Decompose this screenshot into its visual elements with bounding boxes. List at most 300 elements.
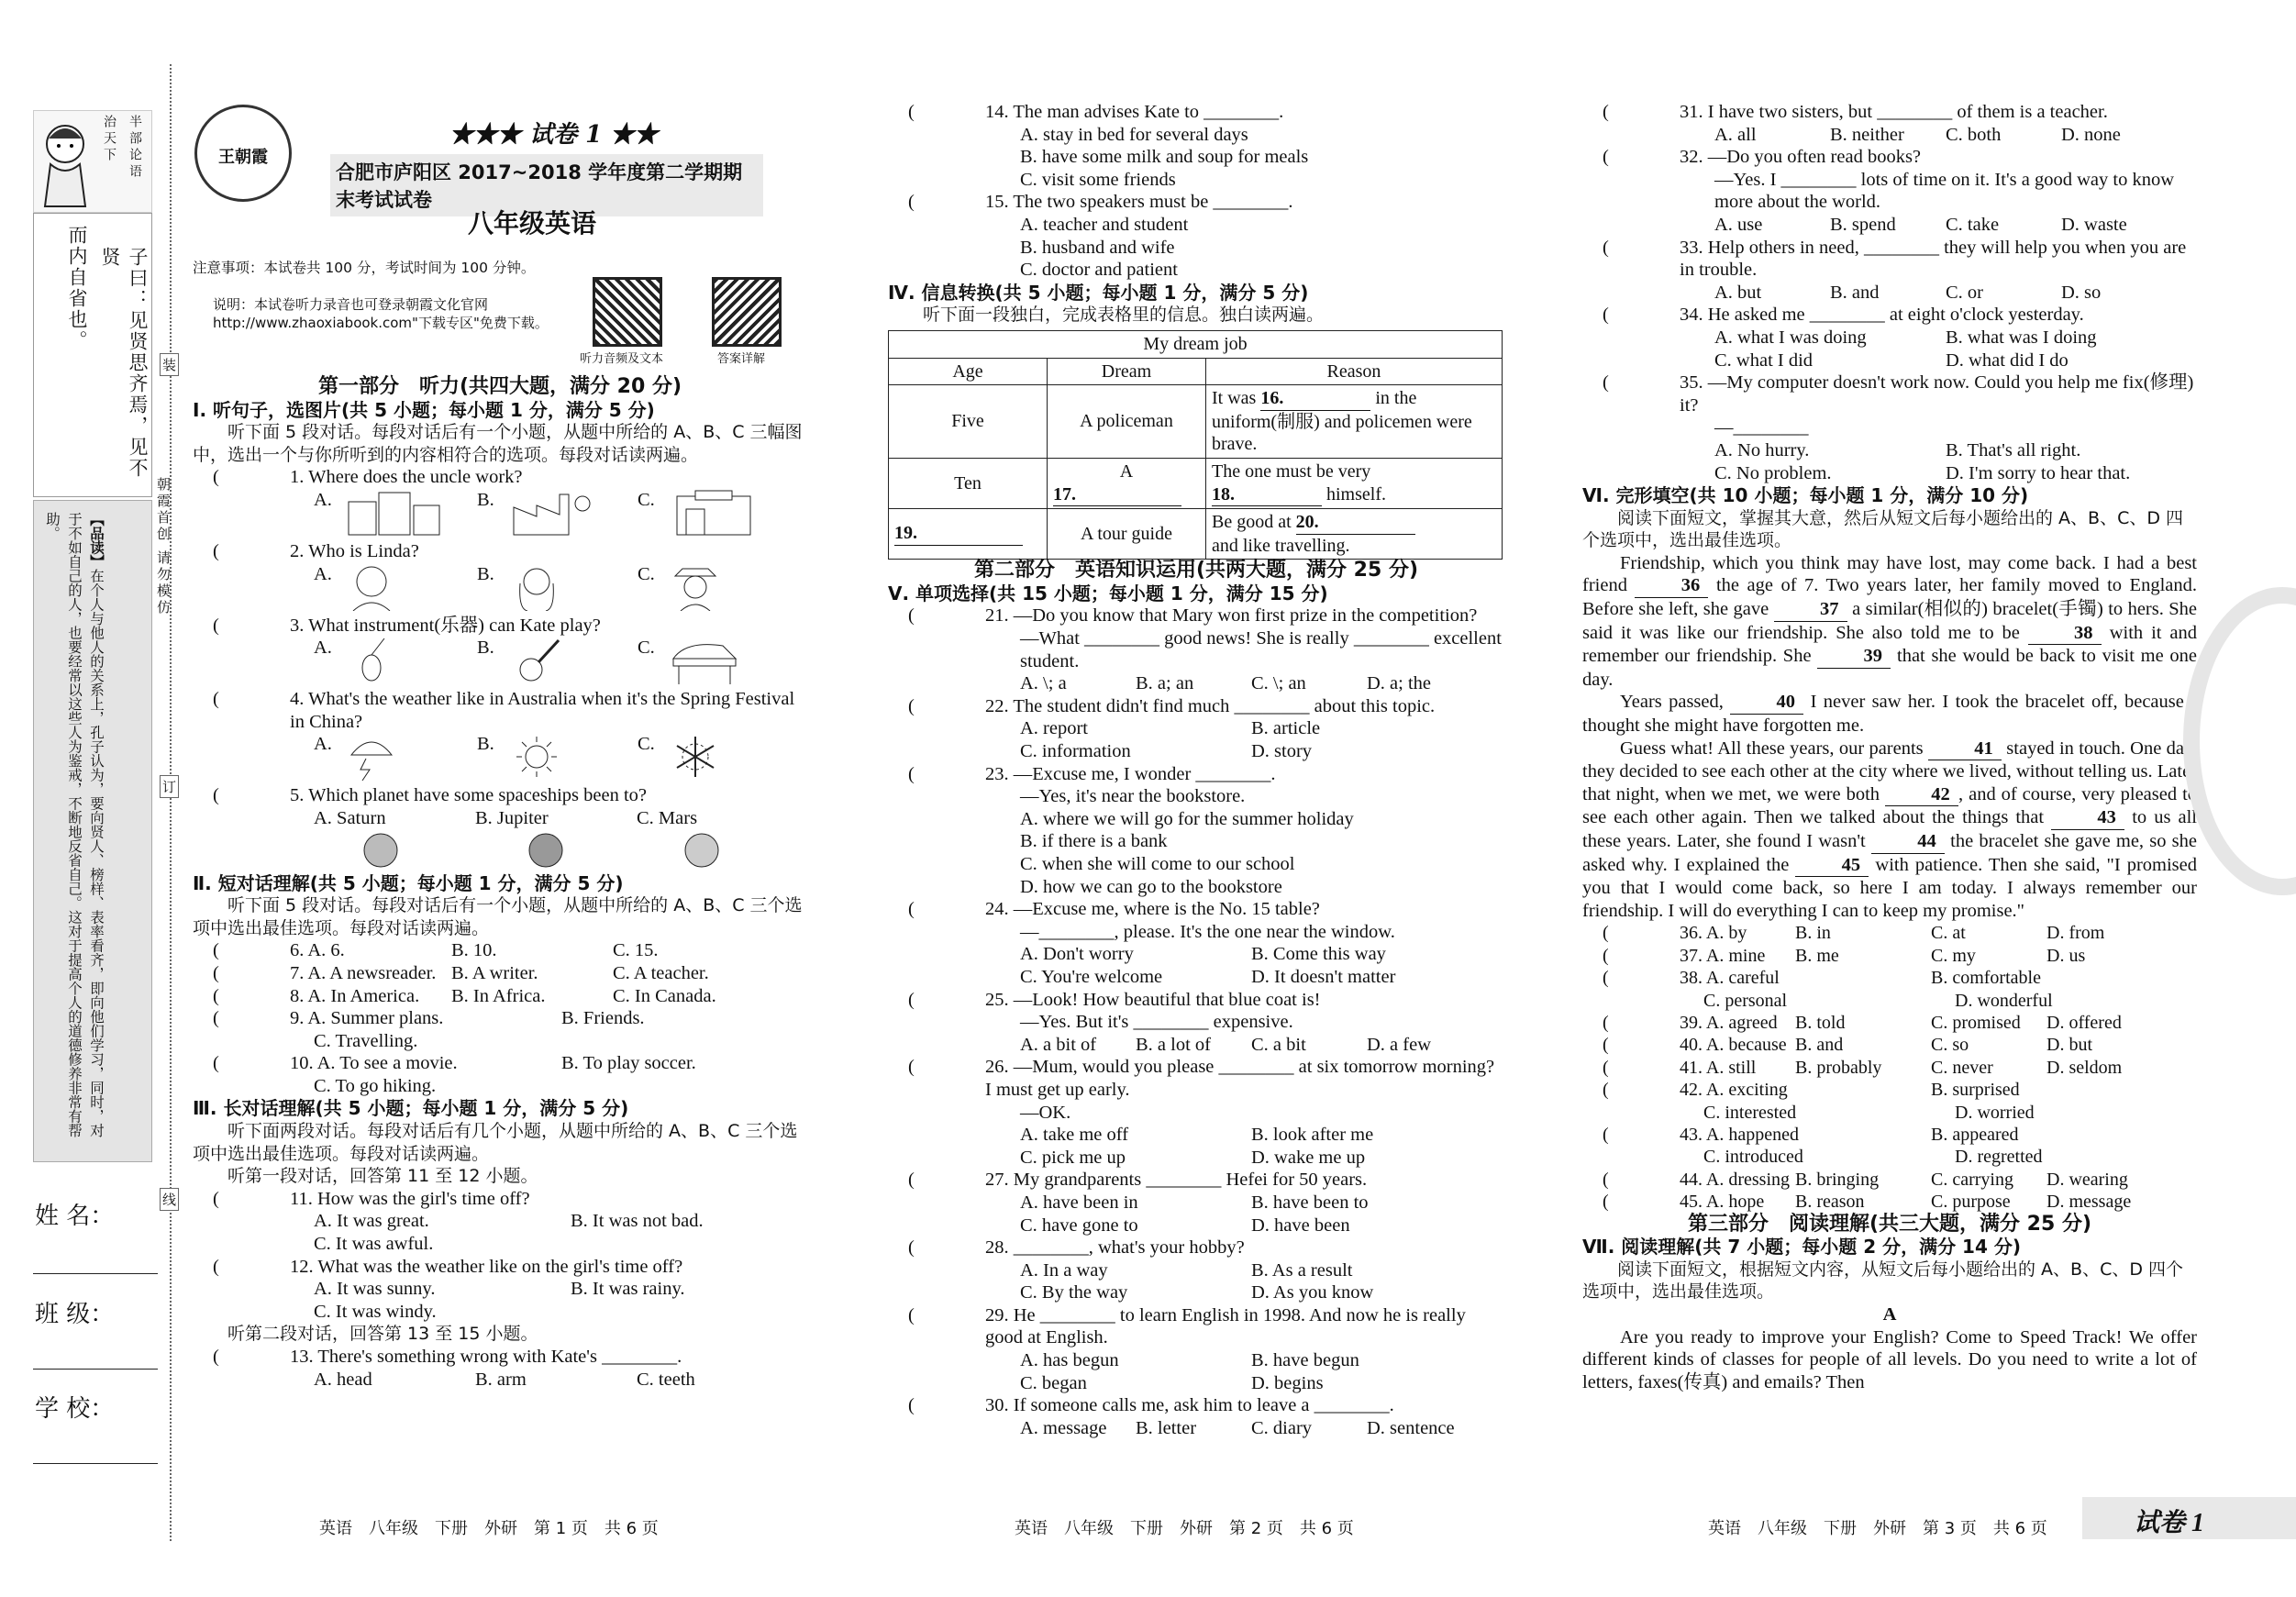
girl-picture bbox=[668, 563, 723, 611]
option: B. husband and wife bbox=[1020, 237, 1175, 258]
cloze-blank[interactable]: 42 bbox=[1885, 783, 1958, 807]
shop-picture bbox=[668, 489, 760, 537]
options bbox=[1582, 282, 2197, 305]
name-field[interactable] bbox=[33, 1273, 158, 1274]
dialogue-instruction: 听第二段对话，回答第 13 至 15 小题。 bbox=[227, 1324, 538, 1345]
option: D. from bbox=[2046, 923, 2105, 944]
question-text: 1. Where does the uncle work? bbox=[290, 467, 523, 488]
option: A. but bbox=[1714, 282, 1762, 303]
question-13: ( 13. There's something wrong with Kate's ________. bbox=[213, 1347, 682, 1367]
question-text: —________, please. It's the one near the window. bbox=[1020, 921, 1395, 942]
table-row bbox=[889, 509, 1503, 560]
qr-caption: 答案详解 bbox=[717, 352, 766, 366]
question-text: —________ bbox=[1714, 417, 1809, 438]
cut-mark: 订 bbox=[160, 775, 179, 798]
question-32: ( 32. —Do you often read books? bbox=[1603, 147, 1922, 168]
question-text: 26. —Mum, would you please ________ at six tomorrow morning? I must get up early. bbox=[985, 1057, 1495, 1100]
cloze-text: the age of 7. Two years later, her family moved to England. Before she left, she gave bbox=[1582, 575, 2197, 620]
section-title: Ⅴ. 单项选择(共 15 小题；每小题 1 分，满分 15 分) bbox=[888, 582, 1328, 604]
option: 37. A. mine bbox=[1680, 945, 1766, 966]
options bbox=[888, 1214, 1504, 1237]
question-23: ( 23. —Excuse me, I wonder ________. bbox=[908, 763, 1276, 784]
option: C. a bit bbox=[1251, 1034, 1306, 1055]
option: C. diary bbox=[1251, 1417, 1313, 1438]
question-text: 35. —My computer doesn't work now. Could you help me fix(修理) it? bbox=[1680, 372, 2194, 416]
option: B. comfortable bbox=[1931, 968, 2041, 989]
question-text: 34. He asked me ________ at eight o'clock yesterday. bbox=[1680, 305, 2084, 326]
cell-text: and like travelling. bbox=[1212, 535, 1350, 556]
option: C. purpose bbox=[1931, 1192, 2011, 1213]
logo bbox=[194, 105, 292, 202]
building-picture bbox=[344, 489, 445, 537]
option: B. That's all right. bbox=[1946, 439, 2081, 460]
option: A. has begun bbox=[1020, 1350, 1119, 1371]
question-text: 27. My grandparents ________ Hefei for 50 years. bbox=[985, 1170, 1368, 1191]
cloze-blank[interactable]: 45 bbox=[1795, 854, 1869, 878]
table-cell bbox=[1048, 458, 1206, 508]
options bbox=[193, 1030, 807, 1053]
option: C. carrying bbox=[1931, 1169, 2013, 1190]
option: B. letter bbox=[1136, 1417, 1197, 1438]
option: A. Saturn bbox=[314, 807, 386, 828]
question-text: 30. If someone calls me, ask him to leave a ________. bbox=[985, 1395, 1394, 1416]
option: B. Come this way bbox=[1251, 944, 1386, 965]
answer-blank[interactable]: 16. bbox=[1260, 387, 1370, 411]
option: A. \; a bbox=[1020, 673, 1067, 694]
option: 41. A. still bbox=[1680, 1057, 1757, 1078]
section-title: Ⅱ. 短对话理解(共 5 小题；每小题 1 分，满分 5 分) bbox=[193, 871, 624, 894]
option: C. To go hiking. bbox=[314, 1075, 437, 1096]
option: B. in bbox=[1795, 923, 1831, 944]
section-title: Ⅲ. 长对话理解(共 5 小题；每小题 1 分，满分 5 分) bbox=[193, 1097, 629, 1120]
cloze-option-row: ( 44. A. dressing B. bringing C. carrying D. wearing bbox=[1603, 1169, 2128, 1190]
question-text: 2. Who is Linda? bbox=[290, 540, 419, 561]
cloze-text: with it and remember our friendship. She bbox=[1582, 622, 2198, 667]
option: B. and bbox=[1795, 1035, 1844, 1056]
options bbox=[888, 1192, 1504, 1214]
explain: 说明：本试卷听力录音也可登录朝霞文化官网 http://www.zhaoxiabook.com"下载专区"免费下载。 bbox=[213, 296, 549, 331]
side-banner bbox=[33, 110, 152, 213]
option: D. what did I do bbox=[1946, 349, 2069, 371]
option: B. probably bbox=[1795, 1057, 1882, 1078]
option: 43. A. happened bbox=[1680, 1125, 1799, 1146]
question-text: 25. —Look! How beautiful that blue coat is! bbox=[985, 989, 1321, 1010]
option: B. To play soccer. bbox=[561, 1053, 696, 1074]
option: D. how we can go to the bookstore bbox=[1020, 876, 1282, 897]
cut-mark: 线 bbox=[160, 1188, 179, 1211]
question-5: ( 5. Which planet have some spaceships been to? bbox=[213, 785, 647, 806]
option: A. It was sunny. bbox=[314, 1279, 436, 1300]
option: B. Friends. bbox=[561, 1008, 645, 1029]
class-field[interactable] bbox=[33, 1369, 158, 1370]
question-25: ( 25. —Look! How beautiful that blue coat is! bbox=[908, 989, 1321, 1010]
option: A. where we will go for the summer holiday bbox=[1020, 808, 1354, 829]
option: B. As a result bbox=[1251, 1259, 1353, 1281]
option: C. doctor and patient bbox=[1020, 260, 1178, 281]
option: D. I'm sorry to hear that. bbox=[1946, 462, 2131, 483]
option: A. use bbox=[1714, 214, 1763, 235]
section-instructions: 阅读下面短文，根据短文内容，从短文后每小题给出的 A、B、C、D 四个选项中，选出最佳选项。 bbox=[1582, 1259, 2184, 1303]
question-14: ( 14. The man advises Kate to ________. bbox=[908, 102, 1284, 122]
banner-text-a: 治 bbox=[102, 115, 116, 131]
cloze-text: , and of course, very pleased to see each other again. Then we talked about the things that bbox=[1582, 783, 2198, 828]
banner-char: 半 bbox=[128, 115, 142, 131]
options bbox=[888, 1259, 1504, 1282]
answer-blank[interactable]: 18. bbox=[1212, 483, 1322, 507]
quote-main: 子曰：见贤思齐焉，见不贤 bbox=[99, 247, 149, 479]
cloze-option-row: ( 36. A. by B. in C. at D. from bbox=[1603, 923, 2105, 944]
option: D. wonderful bbox=[1955, 990, 2053, 1011]
cloze-text: that she would be back to visit me one day. bbox=[1582, 646, 2197, 690]
question-6: ( 6. A. 6. B. 10. C. 15. bbox=[213, 940, 659, 961]
pindu-label: 【品读】 bbox=[88, 512, 105, 569]
option: C. my bbox=[1931, 945, 1976, 966]
options bbox=[888, 717, 1504, 740]
planet-picture bbox=[523, 830, 569, 878]
table-header: Age bbox=[889, 358, 1048, 385]
option: C. personal bbox=[1703, 990, 1788, 1011]
option: 39. A. agreed bbox=[1680, 1013, 1778, 1033]
cloze-option-row: ( 37. A. mine B. me C. my D. us bbox=[1603, 945, 2086, 966]
question-27: ( 27. My grandparents ________ Hefei for 50 years. bbox=[908, 1170, 1368, 1191]
options bbox=[1582, 1146, 2197, 1168]
storm-picture bbox=[344, 733, 399, 781]
option: C. what I did bbox=[1714, 349, 1814, 371]
picture-options: A. B. C. bbox=[193, 733, 807, 784]
cloze-blank[interactable]: 39 bbox=[1817, 645, 1891, 669]
logo-text: 王朝霞 bbox=[218, 148, 268, 167]
cloze-text: with patience. Then she said, "I promised you that I would come back, so here I am today. I always remember our friendship. I will do everything I can to keep my promise." bbox=[1582, 854, 2198, 921]
violin-picture bbox=[344, 637, 399, 684]
page-footer: 英语 八年级 下册 外研 第 2 页 共 6 页 bbox=[1015, 1519, 1354, 1538]
option: A. what I was doing bbox=[1714, 327, 1867, 348]
option: B. spend bbox=[1830, 214, 1896, 235]
option: 7. A. A newsreader. bbox=[290, 962, 437, 983]
option: B. look after me bbox=[1251, 1125, 1374, 1146]
cloze-blank[interactable]: 43 bbox=[2051, 806, 2124, 830]
option: D. us bbox=[2046, 945, 2086, 966]
option: D. message bbox=[2046, 1192, 2132, 1213]
option: A. Don't worry bbox=[1020, 944, 1134, 965]
question-21: ( 21. —Do you know that Mary won first prize in the competition? bbox=[908, 605, 1478, 627]
question-text: 22. The student didn't find much ________ about this topic. bbox=[985, 695, 1436, 716]
cloze-text: Guess what! All these years, our parents bbox=[1620, 738, 1924, 759]
option: D. story bbox=[1251, 741, 1313, 762]
option: D. begins bbox=[1251, 1372, 1324, 1393]
options bbox=[193, 1369, 807, 1392]
options bbox=[1582, 327, 2197, 349]
class-label: 班 级： bbox=[35, 1301, 115, 1328]
school-field[interactable] bbox=[33, 1463, 158, 1464]
option: A. have been in bbox=[1020, 1192, 1138, 1213]
cloze-paragraph bbox=[1582, 691, 2197, 737]
question-9: ( 9. A. Summer plans. B. Friends. bbox=[213, 1008, 645, 1029]
cloze-text: Years passed, bbox=[1620, 692, 1724, 713]
table-title: My dream job bbox=[889, 330, 1503, 358]
planet-picture bbox=[358, 830, 404, 878]
question-4: ( 4. What's the weather like in Australia when it's the Spring Festival in China? bbox=[213, 689, 795, 732]
option: B. surprised bbox=[1931, 1080, 2020, 1101]
snowflake-picture bbox=[668, 733, 723, 781]
option: B. 10. bbox=[451, 940, 497, 961]
option: C. introduced bbox=[1703, 1147, 1803, 1168]
pindu-box bbox=[33, 500, 152, 1162]
table-cell: A tour guide bbox=[1048, 509, 1206, 560]
options bbox=[888, 943, 1504, 966]
option: C. \; an bbox=[1251, 673, 1306, 694]
option: 36. A. by bbox=[1680, 923, 1747, 944]
question-12: ( 12. What was the weather like on the girl's time off? bbox=[213, 1256, 683, 1277]
motto: 朝霞首创 请勿模仿 bbox=[155, 477, 172, 616]
options bbox=[193, 1301, 807, 1324]
cell-text: in the uniform(制服) and policemen were brave. bbox=[1212, 388, 1472, 455]
option: C. You're welcome bbox=[1020, 966, 1163, 987]
option: B. a; an bbox=[1136, 673, 1194, 694]
option: C. 15. bbox=[613, 940, 659, 961]
table-cell bbox=[1206, 509, 1503, 560]
table-row bbox=[889, 458, 1503, 508]
option: B. and bbox=[1830, 282, 1880, 303]
option: D. regretted bbox=[1955, 1147, 2043, 1168]
cell-text: The one must be very bbox=[1212, 460, 1371, 482]
question-text: —Yes. I ________ lots of time on it. It's a good way to know more about the world. bbox=[1714, 169, 2174, 213]
option: D. but bbox=[2046, 1035, 2092, 1056]
options bbox=[888, 1349, 1504, 1372]
pindu-body: 在个人与他人的关系上，孔子认为，要向贤人、榜样、表率看齐，即向他们学习，同时，对于不如自己的人，也要经常以这些人为鉴戒，不断地反省自己。这对于提高个人的道德修养非常有帮助。 bbox=[44, 512, 105, 1137]
sun-picture bbox=[509, 733, 564, 781]
options bbox=[888, 1372, 1504, 1395]
question-text: 13. There's something wrong with Kate's ________. bbox=[290, 1347, 682, 1367]
cloze-paragraph bbox=[1582, 552, 2197, 692]
question-29: ( 29. He ________ to learn English in 1998. And now he is really good at English. bbox=[908, 1304, 1466, 1348]
option: C. so bbox=[1931, 1035, 1969, 1056]
option: B. a lot of bbox=[1136, 1034, 1211, 1055]
question-text: 28. ________, what's your hobby? bbox=[985, 1237, 1245, 1259]
option: C. both bbox=[1946, 124, 2002, 145]
cloze-blank[interactable]: 44 bbox=[1871, 830, 1945, 854]
answer-blank[interactable]: 17. bbox=[1053, 483, 1181, 507]
cloze-options bbox=[1582, 922, 2197, 1213]
question-text: —OK. bbox=[1020, 1102, 1071, 1123]
question-1: ( 1. Where does the uncle work? bbox=[213, 467, 523, 488]
option: A. a bit of bbox=[1020, 1034, 1097, 1055]
cut-mark: 装 bbox=[160, 353, 179, 376]
cell-text: A bbox=[1119, 460, 1134, 482]
cloze-blank[interactable]: 40 bbox=[1730, 691, 1803, 715]
option: C. pick me up bbox=[1020, 1147, 1126, 1168]
star-icon: ★★ bbox=[610, 121, 659, 149]
question-text: 5. Which planet have some spaceships been to? bbox=[290, 785, 647, 806]
option: D. As you know bbox=[1251, 1282, 1374, 1303]
paper-label: 试卷 1 bbox=[529, 121, 603, 149]
column-1 bbox=[193, 376, 807, 1391]
section-title: Ⅳ. 信息转换(共 5 小题；每小题 1 分，满分 5 分) bbox=[888, 281, 1309, 304]
options bbox=[193, 1233, 807, 1256]
option: 45. A. hope bbox=[1680, 1192, 1765, 1213]
question-7: ( 7. A. A newsreader. B. A writer. C. A teacher. bbox=[213, 962, 709, 983]
question-22: ( 22. The student didn't find much ________ about this topic. bbox=[908, 695, 1436, 716]
picture-options: A. B. C. bbox=[193, 637, 807, 688]
question-text: 31. I have two sisters, but ________ of them is a teacher. bbox=[1680, 102, 2108, 122]
option: C. began bbox=[1020, 1372, 1087, 1393]
options bbox=[1582, 439, 2197, 462]
option: B. appeared bbox=[1931, 1125, 2019, 1146]
question-35: ( 35. —My computer doesn't work now. Could you help me fix(修理) it? bbox=[1603, 372, 2194, 416]
cloze-option-row: ( 41. A. still B. probably C. never D. seldom bbox=[1603, 1057, 2123, 1078]
cloze-blank[interactable]: 36 bbox=[1635, 574, 1708, 598]
option: A. head bbox=[314, 1369, 372, 1390]
option: B. In Africa. bbox=[451, 985, 546, 1006]
option: C. It was windy. bbox=[314, 1301, 437, 1322]
table-cell: A policeman bbox=[1048, 385, 1206, 459]
question-text: 3. What instrument(乐器) can Kate play? bbox=[290, 615, 601, 636]
question-24: ( 24. —Excuse me, where is the No. 15 table? bbox=[908, 899, 1320, 920]
option: 44. A. dressing bbox=[1680, 1169, 1790, 1190]
quote-cont: 而内自省也。 bbox=[66, 225, 88, 351]
option: B. bringing bbox=[1795, 1169, 1880, 1190]
cloze-option-row: ( 45. A. hope B. reason C. purpose D. message bbox=[1603, 1192, 2132, 1213]
question-text: 24. —Excuse me, where is the No. 15 table? bbox=[985, 899, 1320, 920]
qr-code bbox=[712, 277, 782, 347]
option: C. take bbox=[1946, 214, 2000, 235]
question-text: 12. What was the weather like on the girl's time off? bbox=[290, 1256, 683, 1277]
option: D. so bbox=[2061, 282, 2102, 303]
option: D. wake me up bbox=[1251, 1147, 1366, 1168]
part-title: 第三部分 阅读理解(共三大题，满分 25 分) bbox=[1687, 1212, 2092, 1236]
cloze-option-row: ( 38. A. careful B. comfortable bbox=[1603, 968, 2041, 989]
cloze-option-row: ( 39. A. agreed B. told C. promised D. offered bbox=[1603, 1013, 2122, 1033]
question-2: ( 2. Who is Linda? bbox=[213, 540, 419, 561]
question-text: 4. What's the weather like in Australia when it's the Spring Festival in China? bbox=[290, 689, 795, 732]
option: B. have begun bbox=[1251, 1350, 1359, 1371]
option: D. It doesn't matter bbox=[1251, 966, 1396, 987]
section-instructions: 听下面 5 段对话。每段对话后有一个小题，从题中所给的 A、B、C 三幅图中，选出一个与你所听到的内容相符合的选项。每段对话读两遍。 bbox=[193, 422, 803, 465]
option: C. information bbox=[1020, 741, 1131, 762]
option: B. A writer. bbox=[451, 962, 538, 983]
star-icon: ★★★ bbox=[449, 121, 522, 149]
option: B. Jupiter bbox=[475, 807, 549, 828]
question-26: ( 26. —Mum, would you please ________ at six tomorrow morning? I must get up early. bbox=[908, 1057, 1495, 1100]
cloze-blank[interactable]: 41 bbox=[1928, 738, 2002, 761]
part-title: 第一部分 听力(共四大题，满分 20 分) bbox=[317, 375, 682, 398]
banner-char: 论 bbox=[128, 148, 142, 164]
cut-line bbox=[170, 64, 172, 1541]
banner-char: 部 bbox=[128, 131, 142, 148]
options bbox=[1582, 349, 2197, 372]
question-text: 14. The man advises Kate to ________. bbox=[985, 102, 1284, 122]
option: A. It was great. bbox=[314, 1211, 429, 1232]
piano-picture bbox=[668, 637, 741, 684]
answer-blank[interactable]: 19. bbox=[894, 522, 1023, 546]
section-instructions: 听下面一段独白，完成表格里的信息。独白读两遍。 bbox=[923, 305, 1325, 326]
question-3: ( 3. What instrument(乐器) can Kate play? bbox=[213, 615, 601, 636]
table-cell bbox=[889, 509, 1048, 560]
option: D. worried bbox=[1955, 1102, 2035, 1123]
option: C. In Canada. bbox=[613, 985, 716, 1006]
quote-box bbox=[33, 213, 152, 497]
question-text: 29. He ________ to learn English in 1998. And now he is really good at English. bbox=[985, 1304, 1466, 1348]
section-title: Ⅶ. 阅读理解(共 7 小题；每小题 2 分，满分 14 分) bbox=[1582, 1236, 2021, 1259]
option: 38. A. careful bbox=[1680, 968, 1780, 989]
option: C. visit some friends bbox=[1020, 169, 1176, 190]
exam-title: 合肥市庐阳区 2017~2018 学年度第二学期期末考试试卷 bbox=[330, 154, 763, 216]
option: D. a few bbox=[1367, 1034, 1432, 1055]
option: D. sentence bbox=[1367, 1417, 1455, 1438]
option: C. at bbox=[1931, 923, 1966, 944]
option: B. arm bbox=[475, 1369, 527, 1390]
option: A. In a way bbox=[1020, 1259, 1108, 1281]
answer-blank[interactable]: 20. bbox=[1296, 511, 1415, 535]
option: B. have been to bbox=[1251, 1192, 1369, 1213]
option: A. message bbox=[1020, 1417, 1107, 1438]
factory-picture bbox=[509, 489, 601, 537]
options bbox=[888, 966, 1504, 989]
option: D. seldom bbox=[2046, 1057, 2123, 1078]
question-30: ( 30. If someone calls me, ask him to leave a ________. bbox=[908, 1395, 1394, 1416]
option: B. It was rainy. bbox=[571, 1279, 685, 1300]
cloze-blank[interactable]: 37 bbox=[1774, 598, 1847, 622]
part-title: 第二部分 英语知识运用(共两大题，满分 25 分) bbox=[973, 559, 1419, 582]
column-3 bbox=[1582, 101, 2197, 1393]
question-text: 32. —Do you often read books? bbox=[1680, 147, 1922, 168]
option: A. stay in bed for several days bbox=[1020, 124, 1248, 145]
options bbox=[888, 740, 1504, 763]
option: D. none bbox=[2061, 124, 2121, 145]
girl-picture bbox=[344, 563, 399, 611]
table-header: Reason bbox=[1206, 358, 1503, 385]
option: C. A teacher. bbox=[613, 962, 709, 983]
question-text: 23. —Excuse me, I wonder ________. bbox=[985, 763, 1276, 784]
cloze-option-row: ( 40. A. because B. and C. so D. but bbox=[1603, 1035, 2092, 1056]
option: B. me bbox=[1795, 945, 1839, 966]
option: B. if there is a bank bbox=[1020, 831, 1168, 852]
option: C. never bbox=[1931, 1057, 1993, 1078]
reading-passage: Are you ready to improve your English? Come to Speed Track! We offer different kinds of classes for people of all levels. Do you need to write a lot of letters, faxes(传真) and emails? Then bbox=[1582, 1326, 2197, 1392]
footer-tag bbox=[2082, 1497, 2296, 1539]
banner-char: 下 bbox=[102, 148, 116, 164]
pindu-text bbox=[41, 512, 107, 1145]
options bbox=[193, 1210, 807, 1233]
option: B. have some milk and soup for meals bbox=[1020, 147, 1309, 168]
question-text: 33. Help others in need, ________ they will help you when you are in trouble. bbox=[1680, 237, 2187, 281]
watermark bbox=[2183, 587, 2296, 895]
question-11: ( 11. How was the girl's time off? bbox=[213, 1188, 530, 1209]
option: 8. A. In America. bbox=[290, 985, 420, 1006]
section-title: Ⅵ. 完形填空(共 10 小题；每小题 1 分，满分 10 分) bbox=[1582, 484, 2029, 507]
question-text: —Yes, it's near the bookstore. bbox=[1020, 786, 1246, 807]
options bbox=[193, 1075, 807, 1098]
option: C. It was awful. bbox=[314, 1234, 434, 1255]
question-text: 15. The two speakers must be ________. bbox=[985, 192, 1293, 213]
cloze-text: a similar(相似的) bracelet(手镯) to hers. She said it was like our friendship. She also told me to be bbox=[1582, 599, 2198, 643]
cloze-blank[interactable]: 38 bbox=[2028, 622, 2102, 646]
passage-label: A bbox=[1882, 1304, 1897, 1325]
option: C. Mars bbox=[637, 807, 698, 828]
page-footer: 英语 八年级 下册 外研 第 3 页 共 6 页 bbox=[1708, 1519, 2047, 1538]
option: C. have gone to bbox=[1020, 1214, 1138, 1236]
option: C. teeth bbox=[637, 1369, 695, 1390]
school-label: 学 校： bbox=[35, 1395, 115, 1423]
option: B. what was I doing bbox=[1946, 327, 2097, 348]
option: 6. A. 6. bbox=[290, 940, 345, 961]
section-instructions: 阅读下面短文，掌握其大意，然后从短文后每小题给出的 A、B、C、D 四个选项中，选出最佳选项。 bbox=[1582, 507, 2184, 551]
option: A. report bbox=[1020, 718, 1089, 739]
question-15: ( 15. The two speakers must be ________. bbox=[908, 192, 1293, 213]
option: C. interested bbox=[1703, 1102, 1797, 1123]
table-cell bbox=[1206, 385, 1503, 459]
options bbox=[193, 807, 807, 830]
options bbox=[1582, 1102, 2197, 1124]
